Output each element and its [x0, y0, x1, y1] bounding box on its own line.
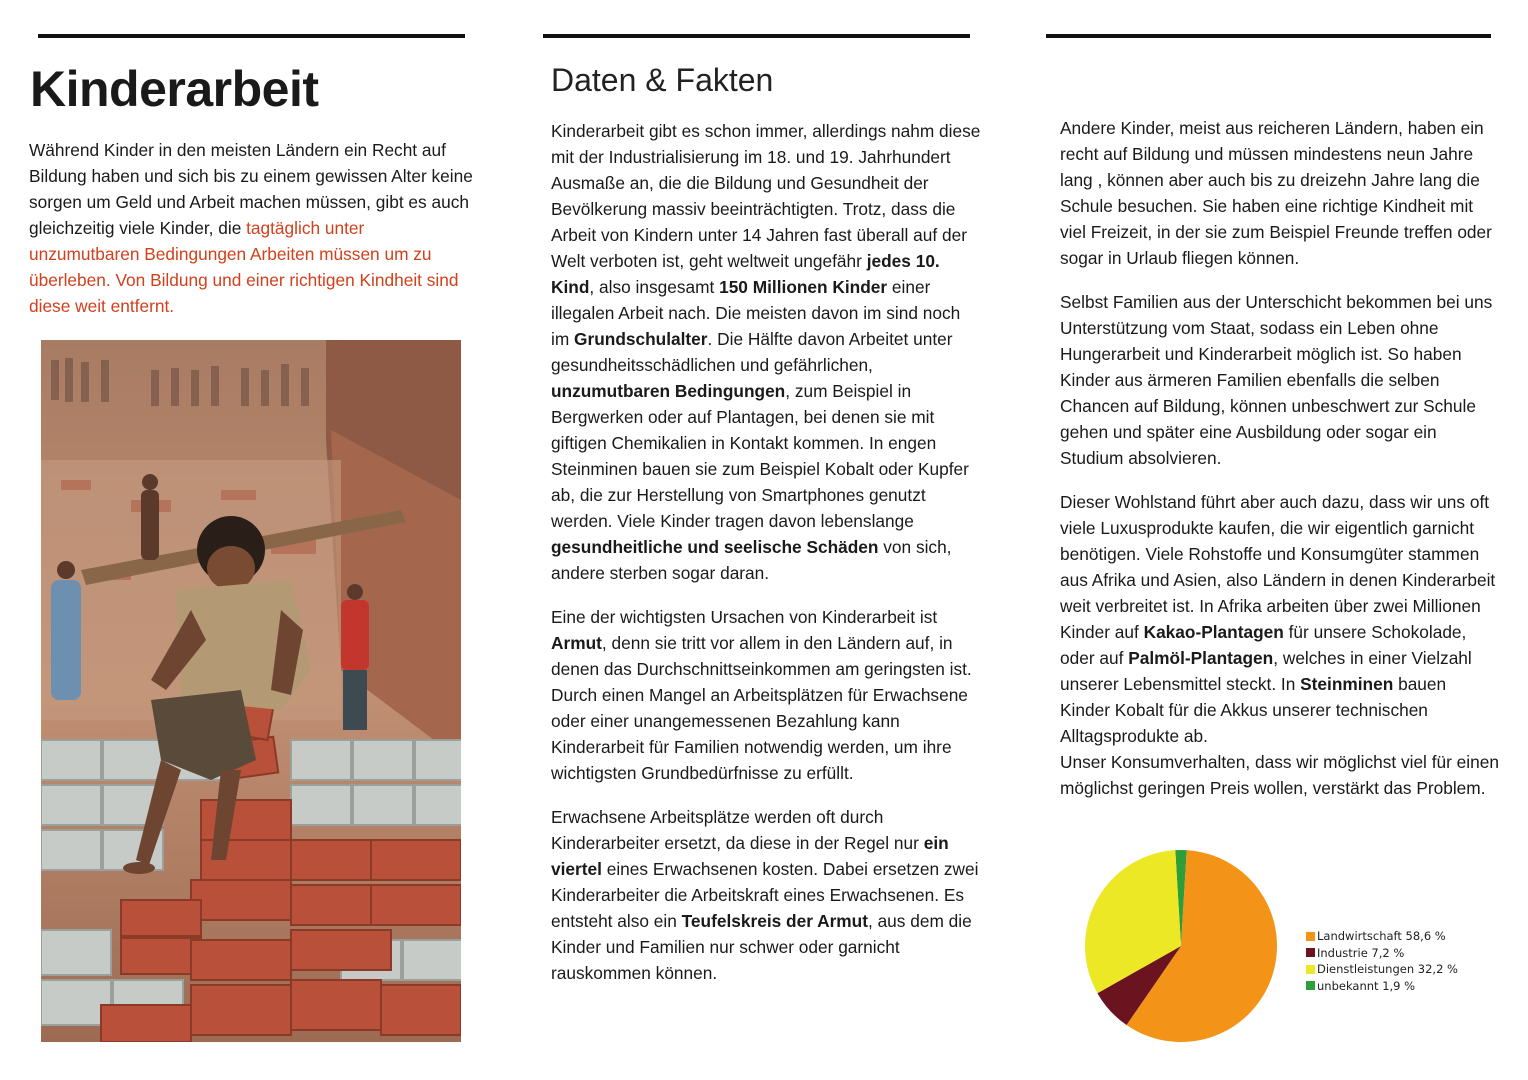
- text-run: bauen Kinder Kobalt für die Akkus unserer technischen Alltagsprodukte ab.: [1060, 674, 1447, 746]
- text-run: von sich, andere sterben sogar daran.: [551, 537, 952, 583]
- legend-swatch: [1306, 932, 1315, 941]
- text-run: Eine der wichtigsten Ursachen von Kinderarbeit ist: [551, 607, 938, 627]
- emphasis-text: Armut: [551, 633, 602, 653]
- middle-paragraph-3: [551, 804, 981, 986]
- text-run: Kinderarbeit gibt es schon immer, allerdings nahm diese mit der Industrialisierung im 18. und 19. Jahrhundert Ausmaße an, die die Bildung und Gesundheit der Bevölkerung massiv beeinträchtigten. Trotz, dass die Arbeit von Kindern unter 14 Jahren fast überall auf der Welt verboten ist, geht weltweit ungefähr: [551, 121, 981, 271]
- legend-item: [1306, 945, 1458, 962]
- emphasis-text: Grundschulalter: [574, 329, 708, 349]
- emphasis-text: Teufelskreis der Armut: [681, 911, 868, 931]
- legend-label: Landwirtschaft 58,6 %: [1317, 929, 1446, 943]
- middle-paragraph-1: [551, 118, 981, 586]
- section-title: Daten & Fakten: [551, 62, 774, 98]
- top-rule-right: [1046, 34, 1491, 38]
- text-run: , welches in einer Vielzahl unserer Lebensmittel steckt. In: [1060, 648, 1472, 694]
- intro-black: Während Kinder in den meisten Ländern ein Recht auf Bildung haben und sich bis zu einem gewissen Alter keine sorgen um Geld und Arbeit machen müssen, gibt es auch gleichzeitig viele Kinder, die: [29, 140, 473, 238]
- text-run: einer illegalen Arbeit nach. Die meisten davon im sind noch im: [551, 277, 961, 349]
- pie-chart: [1081, 846, 1281, 1046]
- text-run: Dieser Wohlstand führt aber auch dazu, dass wir uns oft viele Luxusprodukte kaufen, die wir eigentlich garnicht benötigen. Viele Rohstoffe und Konsumgüter stammen aus Afrika und Asien, also Ländern in denen Kinderarbeit weit verbreitet ist. In Afrika arbeiten über zwei Millionen Kinder auf: [1060, 492, 1496, 642]
- text-run: . Die Hälfte davon Arbeitet unter gesundheitsschädlichen und gefährlichen,: [551, 329, 953, 375]
- emphasis-text: ein viertel: [551, 833, 949, 879]
- text-run: , zum Beispiel in Bergwerken oder auf Plantagen, bei denen sie mit giftigen Chemikalien in Kontakt kommen. In engen Steinminen bauen sie zum Beispiel Kobalt oder Kupfer ab, die zur Herstellung von Smartphones genutzt werden. Viele Kinder tragen davon lebenslange: [551, 381, 969, 531]
- right-paragraph-2: [1060, 289, 1500, 471]
- chart-legend: [1306, 928, 1458, 994]
- text-run: , also insgesamt: [589, 277, 720, 297]
- emphasis-text: 150 Millionen Kinder: [719, 277, 888, 297]
- intro-highlight: tagtäglich unter unzumutbaren Bedingungen Arbeiten müssen um zu überleben. Von Bildung und einer richtigen Kindheit sind diese weit entfernt.: [29, 218, 459, 316]
- text-run: für unsere Schokolade, oder auf: [1060, 622, 1467, 668]
- top-rule-left: [38, 34, 465, 38]
- legend-label: Dienstleistungen 32,2 %: [1317, 962, 1458, 976]
- text-run: eines Erwachsenen kosten. Dabei ersetzen zwei Kinderarbeiter die Arbeitskraft eines Erwachsenen. Es entsteht also ein: [551, 859, 979, 931]
- text-run: Selbst Familien aus der Unterschicht bekommen bei uns Unterstützung vom Staat, sodass ein Leben ohne Hungerarbeit und Kinderarbeit möglich ist. So haben Kinder aus ärmeren Familien ebenfalls die selben Chancen auf Bildung, können unbeschwert zur Schule gehen und später eine Ausbildung oder sogar ein Studium absolvieren.: [1060, 292, 1493, 468]
- legend-item: [1306, 928, 1458, 945]
- emphasis-text: Steinminen: [1300, 674, 1394, 694]
- right-paragraph-3: [1060, 489, 1500, 749]
- emphasis-text: Palmöl-Plantagen: [1128, 648, 1274, 668]
- page-title: Kinderarbeit: [30, 61, 319, 117]
- middle-paragraph-2: [551, 604, 981, 786]
- legend-swatch: [1306, 965, 1315, 974]
- text-run: Unser Konsumverhalten, dass wir möglichst viel für einen möglichst geringen Preis wollen, verstärkt das Problem.: [1060, 752, 1499, 798]
- legend-label: unbekannt 1,9 %: [1317, 978, 1416, 993]
- middle-text: [551, 118, 981, 986]
- text-run: , denn sie tritt vor allem in den Ländern auf, in denen das Durchschnittseinkommen am geringsten ist. Durch einen Mangel an Arbeitsplätzen für Erwachsene oder einer unangemessenen Bezahlung kann Kinderarbeit für Familien notwendig werden, um ihre wichtigsten Grundbedürfnisse zu erfüllt.: [551, 633, 972, 783]
- right-paragraph-4: [1060, 749, 1500, 801]
- top-rule-middle: [543, 34, 970, 38]
- text-run: Andere Kinder, meist aus reicheren Ländern, haben ein recht auf Bildung und müssen mindestens neun Jahre lang , können aber auch bis zu dreizehn Jahre lang die Schule besuchen. Sie haben eine richtige Kindheit mit viel Freizeit, in der sie zum Beispiel Freunde treffen oder sogar in Urlaub fliegen können.: [1060, 118, 1492, 268]
- child-labor-photo: [41, 340, 461, 1042]
- right-paragraph-1: [1060, 115, 1500, 271]
- legend-swatch: [1306, 981, 1315, 990]
- legend-item: [1306, 978, 1458, 995]
- emphasis-text: unzumutbaren Bedingungen: [551, 381, 786, 401]
- legend-swatch: [1306, 948, 1315, 957]
- emphasis-text: gesundheitliche und seelische Schäden: [551, 537, 879, 557]
- emphasis-text: Kakao-Plantagen: [1143, 622, 1284, 642]
- right-text: [1060, 115, 1500, 801]
- legend-label: Industrie 7,2 %: [1317, 945, 1405, 960]
- emphasis-text: jedes 10. Kind: [551, 251, 940, 297]
- text-run: , aus dem die Kinder und Familien nur schwer oder garnicht rauskommen können.: [551, 911, 972, 983]
- intro-text: [29, 137, 475, 319]
- legend-item: [1306, 961, 1458, 978]
- text-run: Erwachsene Arbeitsplätze werden oft durch Kinderarbeiter ersetzt, da diese in der Regel nur: [551, 807, 924, 853]
